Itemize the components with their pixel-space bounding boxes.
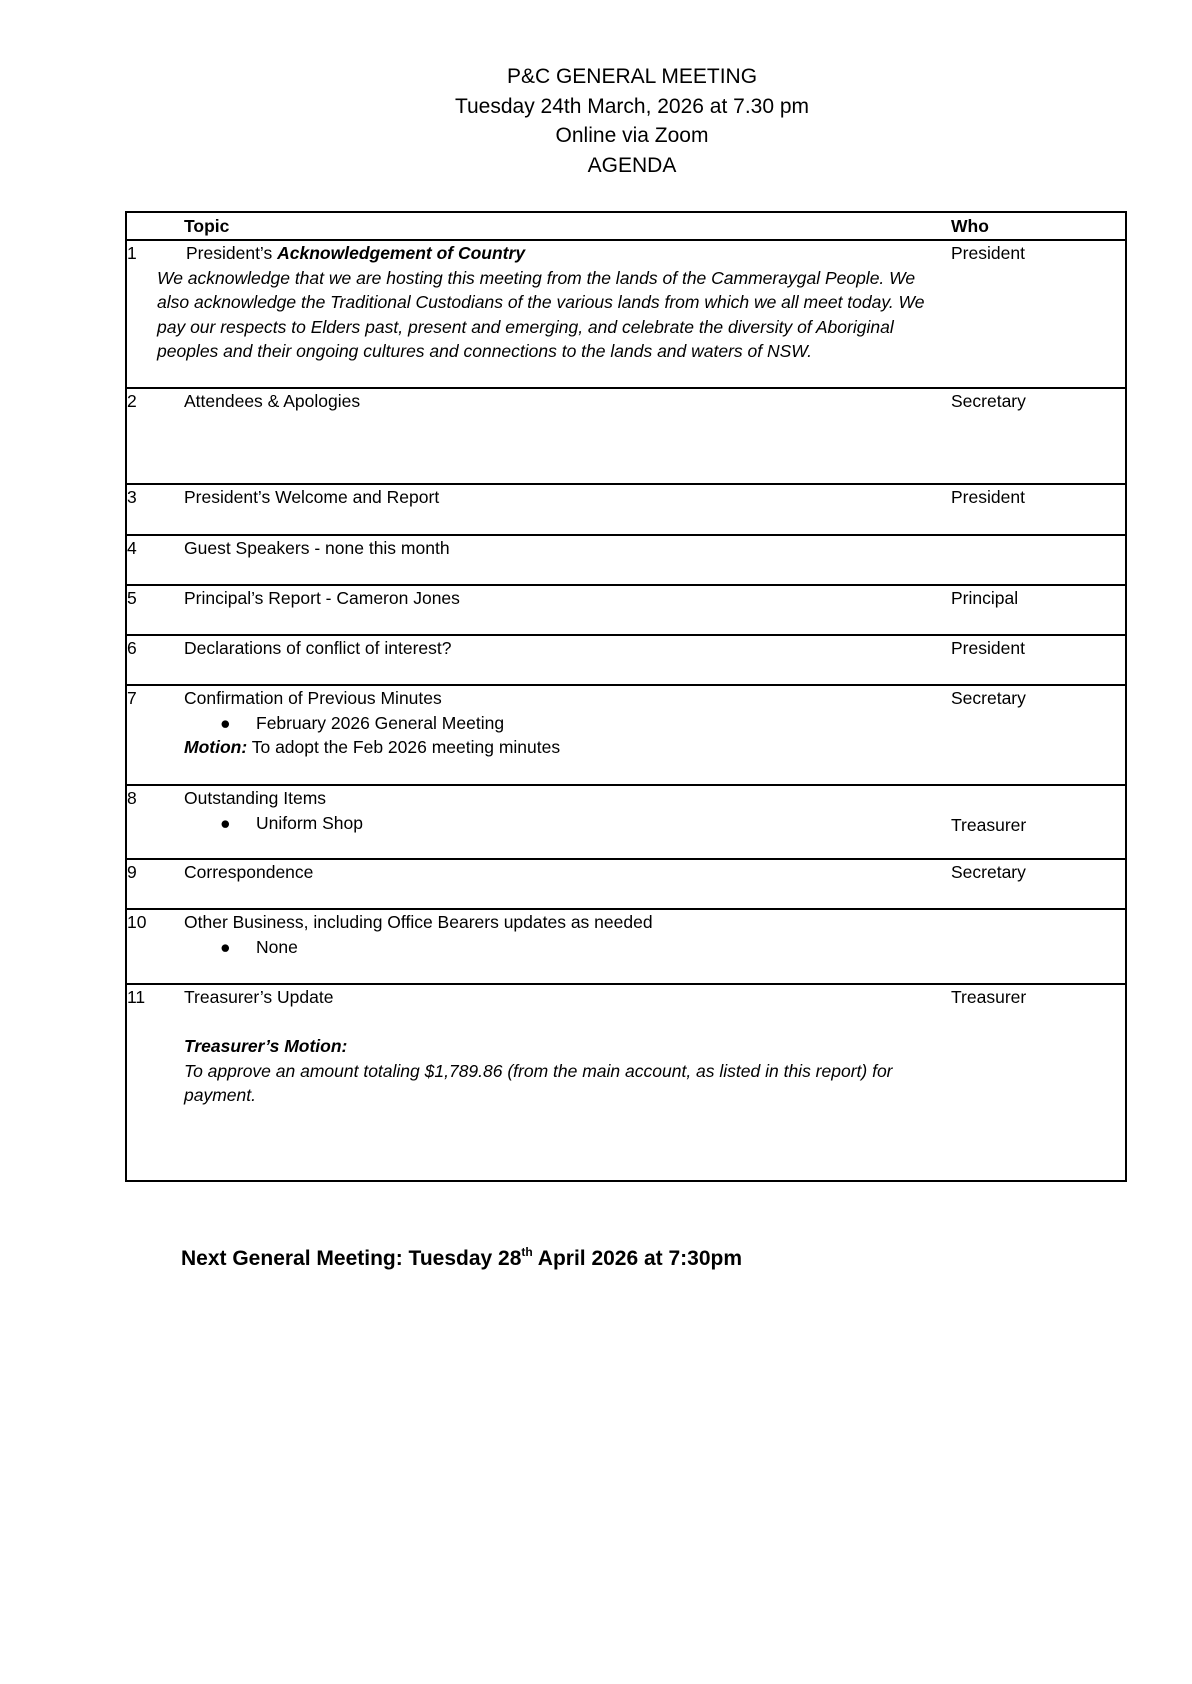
item-who: Treasurer [951, 785, 1126, 859]
table-header-row [126, 212, 1126, 240]
date-suffix: th [521, 1245, 533, 1259]
item-number: 4 [126, 535, 184, 585]
agenda-header [0, 62, 1192, 180]
item-topic: Declarations of conflict of interest? [184, 635, 951, 685]
item-number: 5 [126, 585, 184, 635]
table-row [126, 535, 1126, 585]
bullet-icon: ● [220, 812, 231, 833]
table-row [126, 240, 1126, 388]
topic-text: Treasurer’s Update [184, 987, 334, 1007]
item-topic [184, 984, 951, 1181]
item-who [951, 535, 1126, 585]
list-item [184, 711, 951, 736]
list-item-text: Uniform Shop [256, 812, 363, 833]
item-number: 9 [126, 859, 184, 909]
item-topic: Principal’s Report - Cameron Jones [184, 585, 951, 635]
topic-emphasis: Acknowledgement of Country [277, 243, 526, 263]
item-topic [184, 909, 951, 984]
table-row [126, 685, 1126, 785]
motion-label: Motion: [184, 737, 248, 757]
motion-label: Treasurer’s Motion: [184, 1036, 348, 1056]
topic-text: President’s [186, 243, 278, 263]
meeting-title: P&C GENERAL MEETING [506, 65, 758, 88]
item-number: 1 [126, 240, 184, 388]
item-number: 2 [126, 388, 184, 484]
topic-text: Other Business, including Office Bearers updates as needed [184, 912, 653, 932]
item-number: 10 [126, 909, 184, 984]
item-topic: Correspondence [184, 859, 951, 909]
item-who [951, 909, 1126, 984]
item-topic [184, 785, 951, 859]
meeting-date: Tuesday 24th March, 2026 at 7.30 pm [454, 94, 810, 118]
item-topic [157, 240, 951, 388]
motion-text: To approve an amount totaling $1,789.86 (from the main account, as listed in this report) for payment. [184, 1060, 893, 1105]
list-item [184, 811, 951, 836]
item-number: 3 [126, 484, 184, 535]
item-who: Secretary [951, 388, 1126, 484]
table-row [126, 909, 1126, 984]
list-item-text: February 2026 General Meeting [256, 712, 505, 733]
table-row [126, 859, 1126, 909]
topic-text: Outstanding Items [184, 788, 327, 808]
table-row [126, 484, 1126, 535]
item-who: President [951, 484, 1126, 535]
item-who: Secretary [951, 685, 1126, 785]
next-meeting-rest: April 2026 at 7:30pm [532, 1247, 743, 1270]
column-header-topic: Topic [184, 212, 951, 240]
item-number: 6 [126, 635, 184, 685]
item-number: 8 [126, 785, 184, 859]
column-header-who: Who [951, 212, 1126, 240]
item-who: Secretary [951, 859, 1126, 909]
item-topic: President’s Welcome and Report [184, 484, 951, 535]
bullet-icon: ● [220, 936, 231, 957]
table-row [126, 388, 1126, 484]
meeting-location: Online via Zoom [555, 124, 709, 147]
table-row [126, 585, 1126, 635]
topic-text: Confirmation of Previous Minutes [184, 688, 442, 708]
acknowledgement-text: We acknowledge that we are hosting this meeting from the lands of the Cammeraygal People. We also acknowledge the Traditional Custodians of the various lands from which we all meet today. We pay our respects to Elders past, present and emerging, and celebrate the diversity of Aboriginal peoples and their ongoing cultures and connections to the lands and waters of NSW. [157, 267, 925, 361]
agenda-table [125, 211, 1127, 1182]
bullet-icon: ● [220, 712, 231, 733]
item-who: Principal [951, 585, 1126, 635]
table-row [126, 785, 1126, 859]
item-who: President [951, 635, 1126, 685]
item-who: President [951, 240, 1126, 388]
next-meeting [181, 1247, 742, 1271]
motion-text: To adopt the Feb 2026 meeting minutes [247, 737, 561, 757]
table-row [126, 635, 1126, 685]
item-topic: Guest Speakers - none this month [184, 535, 951, 585]
document-type: AGENDA [587, 153, 677, 177]
motion [184, 735, 951, 760]
item-topic [184, 685, 951, 785]
item-topic: Attendees & Apologies [184, 388, 951, 484]
item-number: 11 [126, 984, 184, 1181]
next-meeting-text: Next General Meeting: Tuesday 28 [181, 1247, 522, 1270]
table-row [126, 984, 1126, 1181]
item-who: Treasurer [951, 984, 1126, 1181]
list-item-text: None [256, 936, 298, 957]
list-item [184, 935, 951, 960]
item-number: 7 [126, 685, 184, 785]
